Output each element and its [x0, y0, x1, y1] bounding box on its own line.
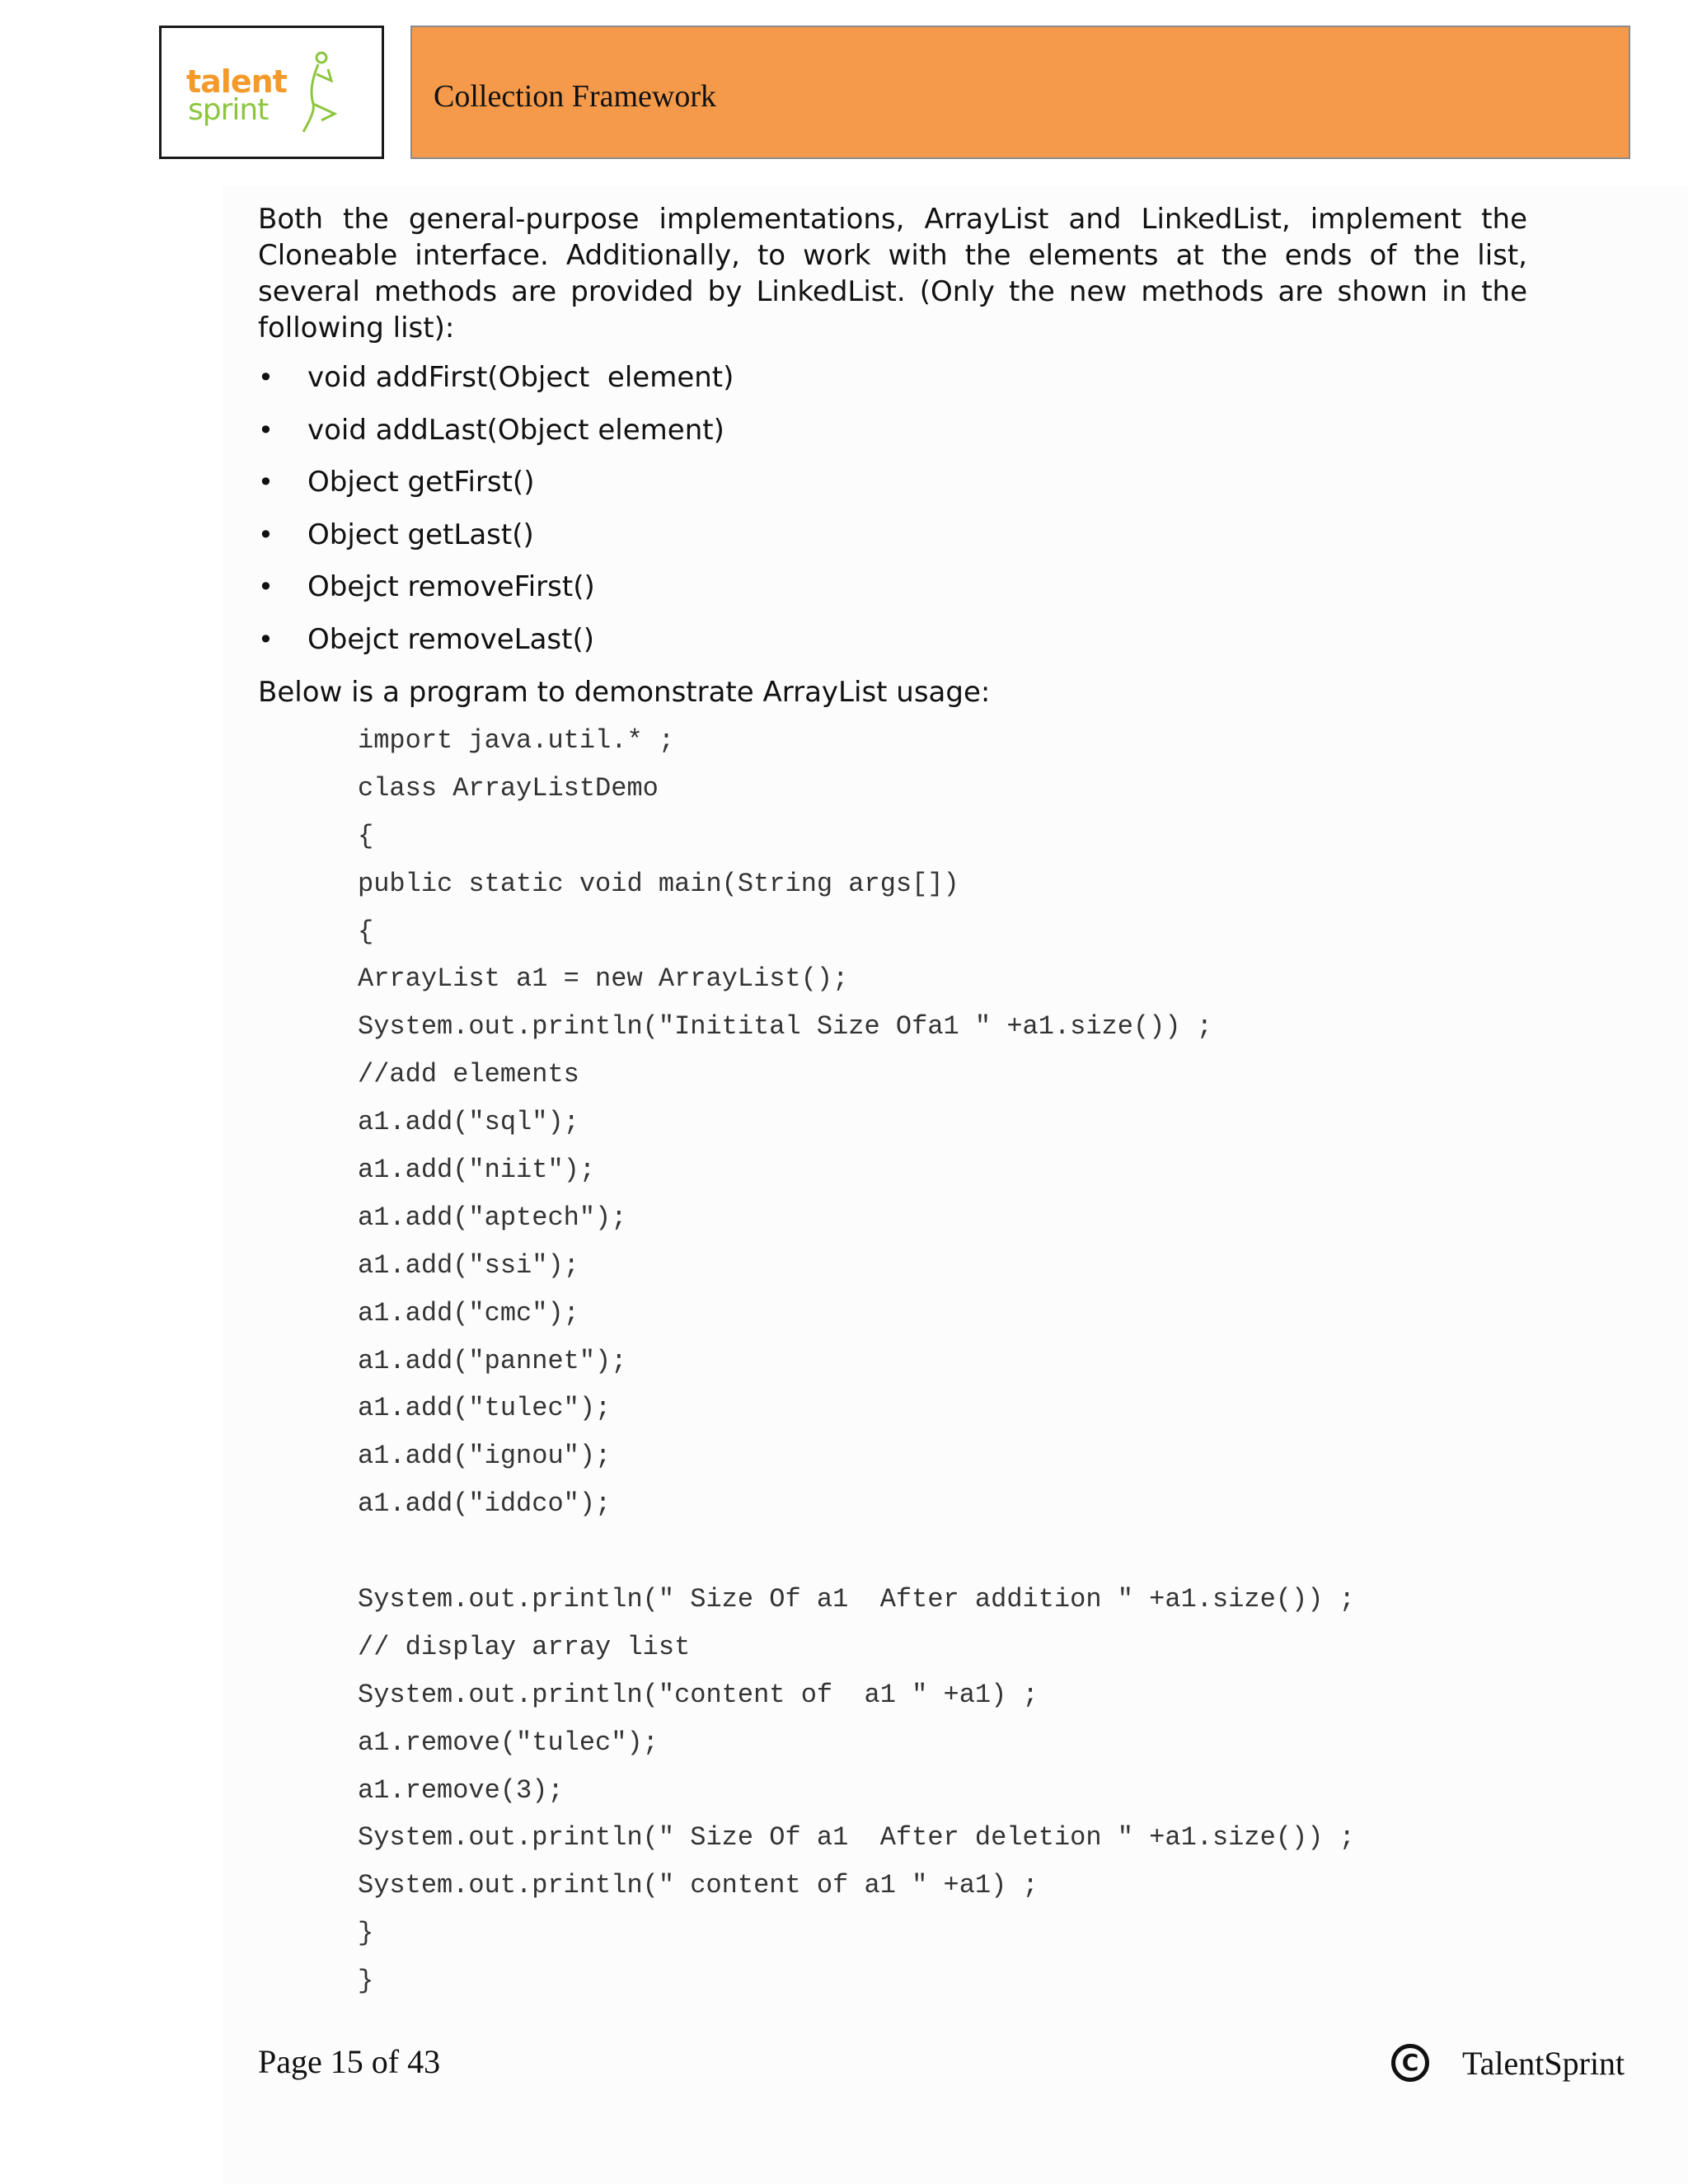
code-line: a1.add("niit"); [358, 1155, 596, 1186]
copyright-icon: C [1391, 2044, 1429, 2082]
code-line: a1.remove(3); [358, 1774, 564, 1806]
bullet-icon: • [258, 623, 274, 655]
header-bar [410, 26, 1630, 159]
runner-figure-icon [285, 49, 351, 140]
program-intro: Below is a program to demonstrate ArrayList usage: [258, 676, 991, 709]
code-line: class ArrayListDemo [358, 772, 659, 804]
code-line: ArrayList a1 = new ArrayList(); [358, 963, 849, 995]
list-item [258, 569, 1527, 621]
intro-paragraph: Both the general-purpose implementations, ArrayList and LinkedList, implement the Cloneable interface. Additionally, to work with the elements at the ends of the list, several methods are provided by LinkedList. (Only the new methods are shown in the following list): [258, 203, 1527, 344]
list-item [258, 412, 1527, 465]
code-line: //add elements [358, 1059, 579, 1090]
code-line: System.out.println(" content of a1 " +a1) ; [358, 1870, 1039, 1901]
method-signature: Object getFirst() [307, 466, 535, 499]
bullet-icon: • [258, 518, 274, 551]
footer-brand: TalentSprint [1462, 2045, 1625, 2082]
method-signature: void addLast(Object element) [307, 413, 724, 447]
method-signature: Obejct removeFirst() [307, 570, 595, 604]
code-line: a1.add("ssi"); [358, 1249, 579, 1281]
bullet-icon: • [258, 414, 274, 446]
code-line: a1.remove("tulec"); [358, 1727, 659, 1758]
code-line: public static void main(String args[]) [358, 868, 959, 899]
list-item [258, 517, 1527, 569]
method-signature: Obejct removeLast() [307, 622, 595, 656]
code-line: a1.add("sql"); [358, 1107, 579, 1138]
code-line: // display array list [358, 1631, 691, 1662]
code-line: a1.add("cmc"); [358, 1297, 579, 1329]
method-signature: void addFirst(Object element) [307, 361, 734, 394]
code-line: { [358, 820, 374, 851]
method-list [258, 359, 1527, 674]
list-item [258, 359, 1527, 412]
code-block [358, 722, 1594, 2010]
code-line: System.out.println("content of a1 " +a1) ; [358, 1679, 1039, 1710]
code-line: import java.util.* ; [358, 725, 675, 756]
code-line: System.out.println("Initital Size Ofa1 " +a1.size()) ; [358, 1011, 1212, 1043]
talentsprint-logo [159, 26, 384, 159]
logo-text-sprint: sprint [188, 93, 269, 127]
code-line: a1.add("pannet"); [358, 1345, 627, 1376]
code-line: { [358, 916, 374, 947]
code-line-blank [358, 1533, 1594, 1581]
code-line: a1.add("ignou"); [358, 1441, 612, 1472]
document-title: Collection Framework [434, 79, 716, 114]
code-line: } [358, 1918, 374, 1949]
code-line: System.out.println(" Size Of a1 After addition " +a1.size()) ; [358, 1584, 1355, 1615]
code-line: a1.add("aptech"); [358, 1202, 627, 1233]
code-line: a1.add("iddco"); [358, 1488, 612, 1520]
method-signature: Object getLast() [307, 518, 534, 551]
code-line: } [358, 1966, 374, 1997]
bullet-icon: • [258, 466, 274, 499]
code-line: a1.add("tulec"); [358, 1393, 612, 1424]
code-line: System.out.println(" Size Of a1 After deletion " +a1.size()) ; [358, 1822, 1355, 1854]
bullet-icon: • [258, 362, 274, 393]
bullet-icon: • [258, 571, 274, 603]
list-item [258, 621, 1527, 674]
logo-text-talent: talent [186, 63, 287, 100]
page-number: Page 15 of 43 [258, 2043, 441, 2080]
list-item [258, 464, 1527, 517]
